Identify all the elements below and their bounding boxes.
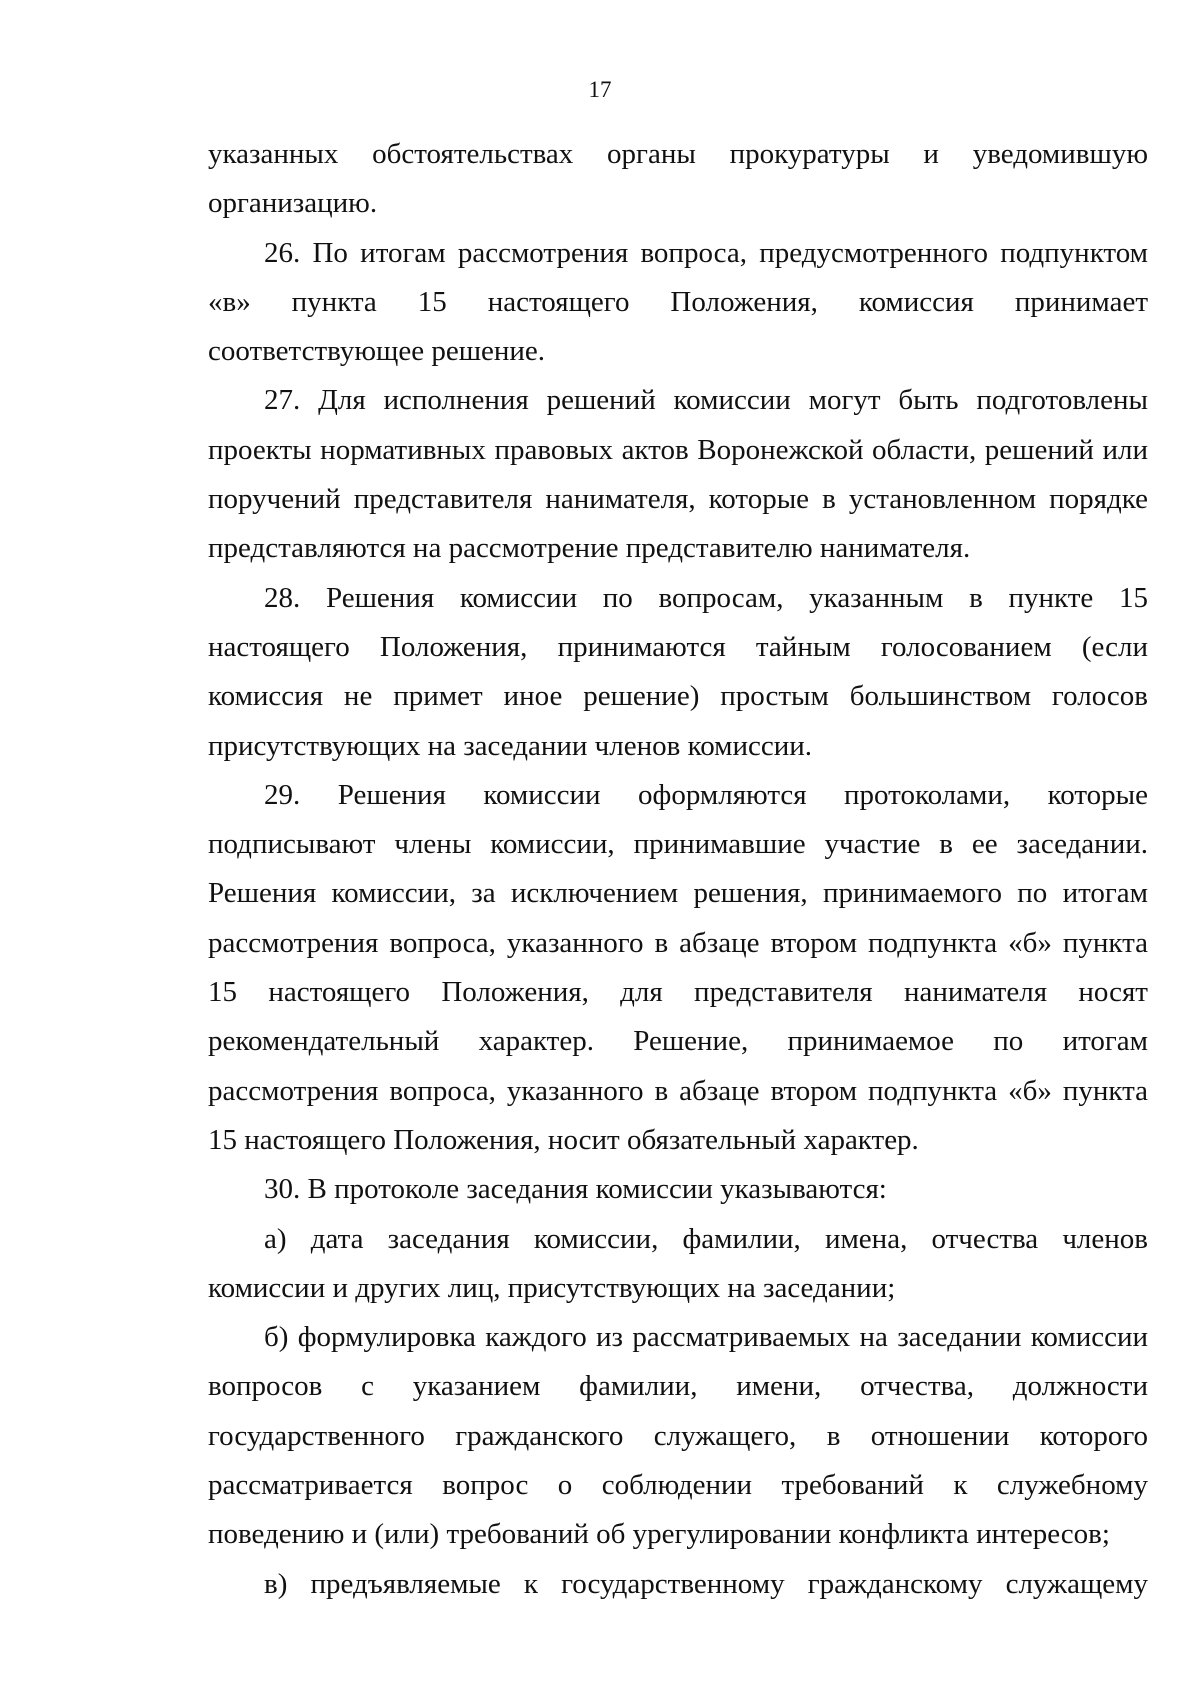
paragraph-30v: в) предъявляемые к государственному гражданскому служащему [264, 1567, 1148, 1600]
document-body [208, 130, 1148, 1609]
paragraph-30: 30. В протоколе заседания комиссии указываются: [264, 1173, 887, 1206]
paragraph-26: 26. По итогам рассмотрения вопроса, предусмотренного подпунктом «в» пункта 15 настоящего Положения, комиссия принимает соответствующее решение. [208, 236, 1148, 368]
paragraph-30a: а) дата заседания комиссии, фамилии, имена, отчества членов комиссии и других лиц, присутствующих на заседании; [208, 1222, 1148, 1304]
page-number: 17 [588, 77, 612, 102]
paragraph-27: 27. Для исполнения решений комиссии могут быть подготовлены проекты нормативных правовых актов Воронежской области, решений или поручений представителя нанимателя, которые в установленном порядке представляются на рассмотрение представителю нанимателя. [208, 384, 1148, 565]
paragraph-28: 28. Решения комиссии по вопросам, указанным в пункте 15 настоящего Положения, принимаются тайным голосованием (если комиссия не примет иное решение) простым большинством голосов присутствующих на заседании членов комиссии. [208, 581, 1148, 762]
paragraph-29: 29. Решения комиссии оформляются протоколами, которые подписывают члены комиссии, принимавшие участие в ее заседании. Решения комиссии, за исключением решения, принимаемого по итогам рассмотрения вопроса, указанного в абзаце втором подпункта «б» пункта 15 настоящего Положения, для представителя нанимателя носят рекомендательный характер. Решение, принимаемое по итогам рассмотрения вопроса, указанного в абзаце втором подпункта «б» пункта 15 настоящего Положения, носит обязательный характер. [208, 778, 1148, 1156]
paragraph-30b: б) формулировка каждого из рассматриваемых на заседании комиссии вопросов с указанием фамилии, имени, отчества, должности государственного гражданского служащего, в отношении которого рассматривается вопрос о соблюдении требований к служебному поведению и (или) требований об урегулировании конфликта интересов; [208, 1321, 1148, 1551]
paragraph-continuation: указанных обстоятельствах органы прокуратуры и уведомившую организацию. [208, 138, 1148, 220]
